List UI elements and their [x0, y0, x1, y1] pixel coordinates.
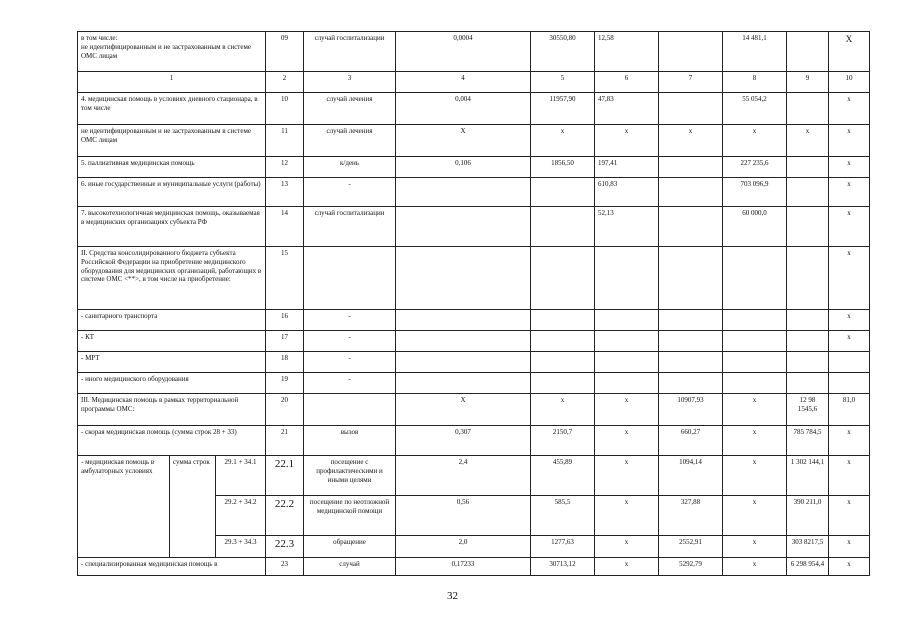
table-row-14: [78, 207, 870, 247]
row-name: - КТ: [78, 331, 266, 352]
row-name: в том числе: не идентифицированным и не застрахованным в системе ОМС лицам: [78, 32, 266, 72]
table-row-19: [78, 373, 870, 394]
cell-col10: x: [829, 125, 870, 157]
cell-col5: 11957,90: [531, 93, 595, 125]
cell-col10: [829, 352, 870, 373]
cell-col9: 785 784,5: [787, 426, 829, 456]
cell-col7: x: [659, 125, 723, 157]
cell-col6: x: [595, 536, 659, 558]
col-header-8: 8: [723, 72, 787, 93]
cell-col9: [787, 157, 829, 178]
cell-col5: 30713,12: [531, 558, 595, 576]
unit-cell: -: [304, 310, 396, 331]
cell-col6: x: [595, 558, 659, 576]
cell-col9: [787, 247, 829, 310]
row-name: III. Медицинская помощь в рамках территориальной программы ОМС:: [78, 394, 266, 426]
table-row-18: [78, 352, 870, 373]
row-number: 12: [266, 157, 304, 178]
unit-cell: [304, 394, 396, 426]
sum-formula: 29.1 + 34.1: [216, 456, 266, 496]
cell-col5: [531, 178, 595, 207]
cell-col5: 30550,80: [531, 32, 595, 72]
row-number: 17: [266, 331, 304, 352]
table-row-15: [78, 247, 870, 310]
row-name: - МРТ: [78, 352, 266, 373]
cell-col7: 660,27: [659, 426, 723, 456]
unit-cell: [304, 247, 396, 310]
unit-cell: случай: [304, 558, 396, 576]
cell-col9: [787, 93, 829, 125]
col-header-7: 7: [659, 72, 723, 93]
unit-cell: случай госпитализации: [304, 32, 396, 72]
cell-col8: 703 096,9: [723, 178, 787, 207]
cell-col8: x: [723, 426, 787, 456]
cell-col6: x: [595, 496, 659, 536]
row-number: 21: [266, 426, 304, 456]
row-number: 18: [266, 352, 304, 373]
unit-cell: -: [304, 352, 396, 373]
table-row-10: [78, 93, 870, 125]
cell-col9: 6 298 954,4: [787, 558, 829, 576]
col-header-6: 6: [595, 72, 659, 93]
unit-cell: случай госпитализации: [304, 207, 396, 247]
cell-col6: x: [595, 456, 659, 496]
row-number: 10: [266, 93, 304, 125]
sum-label: сумма строк: [170, 456, 216, 558]
cell-col8: x: [723, 125, 787, 157]
cell-col4: 0,106: [396, 157, 531, 178]
cell-col7: 2552,91: [659, 536, 723, 558]
cell-col4: 2,4: [396, 456, 531, 496]
cell-col4: 0,004: [396, 93, 531, 125]
row-number: 22.2: [266, 496, 304, 536]
cell-col9: [787, 32, 829, 72]
col-header-5: 5: [531, 72, 595, 93]
cell-col10: x: [829, 496, 870, 536]
cell-col8: x: [723, 496, 787, 536]
page-number: 32: [447, 590, 458, 602]
cell-col8: 60 000,0: [723, 207, 787, 247]
cell-col10: x: [829, 331, 870, 352]
cell-col4: 0,17233: [396, 558, 531, 576]
cell-col10: x: [829, 207, 870, 247]
cell-col4: 0,0004: [396, 32, 531, 72]
row-number: 22.3: [266, 536, 304, 558]
row-name: - специализированная медицинская помощь в: [78, 558, 266, 576]
cell-col10: x: [829, 426, 870, 456]
table-row-11: [78, 125, 870, 157]
table-row-22-1: [78, 456, 870, 496]
cell-col7: [659, 32, 723, 72]
row-name: 4. медицинская помощь в условиях дневного стационара, в том числе: [78, 93, 266, 125]
row-name: II. Средства консолидированного бюджета субъекта Российской Федерации на приобретение медицинского оборудования для медицинских организаций, работающих в системе ОМС <**>, в том числе на приобретение:: [78, 247, 266, 310]
row-number: 13: [266, 178, 304, 207]
unit-cell: -: [304, 373, 396, 394]
cell-col7: 10907,93: [659, 394, 723, 426]
cell-col6: 47,83: [595, 93, 659, 125]
row-name: 5. паллиативная медицинская помощь: [78, 157, 266, 178]
cell-col6: 610,83: [595, 178, 659, 207]
data-table: [77, 31, 870, 576]
cell-col5: 2150,7: [531, 426, 595, 456]
table-row-12: [78, 157, 870, 178]
cell-col10: X: [829, 32, 870, 72]
cell-col4: 0,56: [396, 496, 531, 536]
cell-col6: x: [595, 426, 659, 456]
col-header-10: 10: [829, 72, 870, 93]
col-header-4: 4: [396, 72, 531, 93]
cell-col6: x: [595, 394, 659, 426]
cell-col8: 14 481,1: [723, 32, 787, 72]
cell-col10: x: [829, 456, 870, 496]
cell-col10: x: [829, 247, 870, 310]
table-row-16: [78, 310, 870, 331]
row-number: 16: [266, 310, 304, 331]
cell-col4: 2,0: [396, 536, 531, 558]
cell-col6: 197,41: [595, 157, 659, 178]
cell-col4: [396, 247, 531, 310]
cell-col7: [659, 207, 723, 247]
col-header-9: 9: [787, 72, 829, 93]
cell-col10: x: [829, 310, 870, 331]
cell-col5: [531, 207, 595, 247]
cell-col9: [787, 207, 829, 247]
sum-formula: 29.2 + 34.2: [216, 496, 266, 536]
table-row-13: [78, 178, 870, 207]
cell-col10: x: [829, 536, 870, 558]
cell-col6: x: [595, 125, 659, 157]
row-number: 15: [266, 247, 304, 310]
unit-cell: к/день: [304, 157, 396, 178]
table-row-20: [78, 394, 870, 426]
cell-col6: 52,13: [595, 207, 659, 247]
cell-col7: 5292,79: [659, 558, 723, 576]
column-number-row: [78, 72, 870, 93]
sum-formula: 29.3 + 34.3: [216, 536, 266, 558]
unit-cell: посещение по неотложной медицинской помощи: [304, 496, 396, 536]
cell-col8: 55 054,2: [723, 93, 787, 125]
row-name: - санитарного транспорта: [78, 310, 266, 331]
cell-col7: [659, 157, 723, 178]
cell-col9: [787, 178, 829, 207]
row-number: 09: [266, 32, 304, 72]
cell-col8: 227 235,6: [723, 157, 787, 178]
row-number: 19: [266, 373, 304, 394]
cell-col7: [659, 247, 723, 310]
cell-col9: 1 302 144,1: [787, 456, 829, 496]
unit-cell: обращение: [304, 536, 396, 558]
cell-col5: x: [531, 125, 595, 157]
cell-col4: 0,307: [396, 426, 531, 456]
table-row-23: [78, 558, 870, 576]
cell-col4: X: [396, 125, 531, 157]
cell-col5: 455,89: [531, 456, 595, 496]
unit-cell: случай лечения: [304, 125, 396, 157]
cell-col8: x: [723, 394, 787, 426]
row-number: 23: [266, 558, 304, 576]
cell-col10: x: [829, 157, 870, 178]
table-row-21: [78, 426, 870, 456]
cell-col7: 1094,14: [659, 456, 723, 496]
unit-cell: посещение с профилактическими и иными целями: [304, 456, 396, 496]
cell-col8: x: [723, 558, 787, 576]
cell-col10: x: [829, 93, 870, 125]
col-header-3: 3: [304, 72, 396, 93]
cell-col9: 303 8217,5: [787, 536, 829, 558]
row-number: 22.1: [266, 456, 304, 496]
cell-col8: [723, 247, 787, 310]
table-row-17: [78, 331, 870, 352]
cell-col4: [396, 207, 531, 247]
row-number: 20: [266, 394, 304, 426]
cell-col4: X: [396, 394, 531, 426]
row-name: - скорая медицинская помощь (сумма строк 28 + 33): [78, 426, 266, 456]
cell-col9: x: [787, 125, 829, 157]
row-number: 14: [266, 207, 304, 247]
cell-col7: 327,88: [659, 496, 723, 536]
cell-col10: x: [829, 178, 870, 207]
row-name: - медицинская помощь в амбулаторных условиях: [78, 456, 170, 558]
cell-col5: [531, 247, 595, 310]
cell-col8: x: [723, 456, 787, 496]
cell-col6: [595, 247, 659, 310]
row-number: 11: [266, 125, 304, 157]
row-name: не идентифицированным и не застрахованным в системе ОМС лицам: [78, 125, 266, 157]
cell-col10: 81,0: [829, 394, 870, 426]
cell-col9: 12 98 1545,6: [787, 394, 829, 426]
cell-col7: [659, 93, 723, 125]
unit-cell: -: [304, 331, 396, 352]
col-header-2: 2: [266, 72, 304, 93]
unit-cell: -: [304, 178, 396, 207]
cell-col5: x: [531, 394, 595, 426]
cell-col10: [829, 373, 870, 394]
cell-col6: 12,58: [595, 32, 659, 72]
cell-col5: 585,5: [531, 496, 595, 536]
cell-col10: x: [829, 558, 870, 576]
cell-col7: [659, 178, 723, 207]
row-name: 7. высокотехнологичная медицинская помощь, оказываемая в медицинских организациях субъекта РФ: [78, 207, 266, 247]
unit-cell: вызов: [304, 426, 396, 456]
table-row-09: [78, 32, 870, 72]
unit-cell: случай лечения: [304, 93, 396, 125]
row-name: 6. иные государственные и муниципальные услуги (работы): [78, 178, 266, 207]
cell-col5: 1277,63: [531, 536, 595, 558]
col-header-1: 1: [78, 72, 266, 93]
cell-col5: 1856,50: [531, 157, 595, 178]
cell-col9: 390 211,0: [787, 496, 829, 536]
row-name: - иного медицинского оборудования: [78, 373, 266, 394]
cell-col8: x: [723, 536, 787, 558]
cell-col4: [396, 178, 531, 207]
